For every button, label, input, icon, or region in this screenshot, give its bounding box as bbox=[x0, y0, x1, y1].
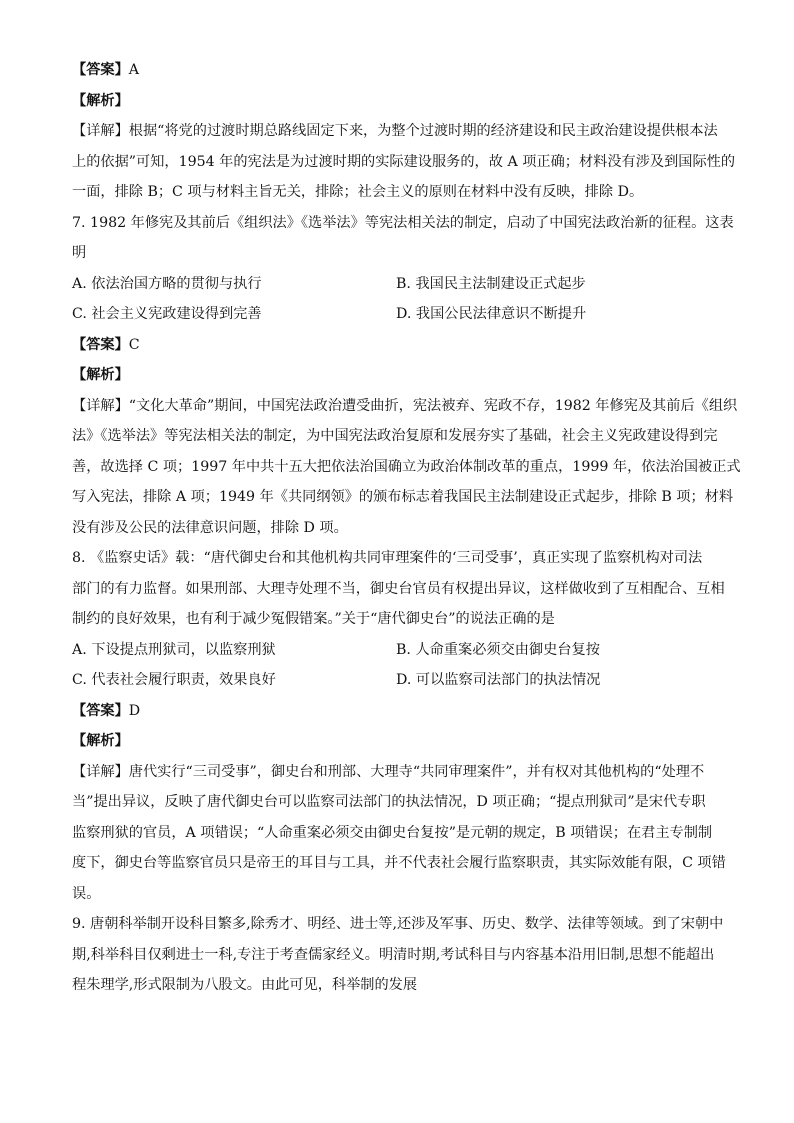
detail-line: 误。 bbox=[72, 885, 101, 902]
detail-line: 一面，排除 B；C 项与材料主旨无关，排除；社会主义的原则在材料中没有反映，排除 D。 bbox=[72, 184, 644, 200]
option-c: C. 代表社会履行职责，效果良好 bbox=[72, 672, 276, 688]
option-d: D. 可以监察司法部门的执法情况 bbox=[396, 672, 601, 688]
stem-line: 期,科举科目仅剩进士一科,专注于考查儒家经义。明清时期,考试科目与内容基本沿用旧制,思想不能超出 bbox=[72, 946, 715, 963]
option-b: B. 我国民主法制建设正式起步 bbox=[396, 275, 586, 292]
option-a: A. 依法治国方略的贯彻与执行 bbox=[72, 275, 262, 292]
q9-stem bbox=[72, 914, 722, 995]
answer-value: D bbox=[128, 702, 141, 719]
option-d: D. 我国公民法律意识不断提升 bbox=[396, 306, 587, 322]
q8-options-row-1 bbox=[72, 640, 722, 660]
answer-value: C bbox=[128, 336, 140, 353]
stem-line: 制约的良好效果，也有利于减少冤假错案。”关于“唐代御史台”的说法正确的是 bbox=[72, 611, 555, 627]
document-page bbox=[72, 60, 741, 1006]
detail-line: 度下，御史台等监察官员只是帝王的耳目与工具，并不代表社会履行监察职责，其实际效能有限，C 项错 bbox=[72, 855, 726, 871]
detail-line: 【详解】“文化大革命”期间，中国宪法政治遭受曲折，宪法被弃、宪政不存，1982 年修宪及其前后《组织 bbox=[72, 397, 738, 414]
q6-analysis-tag: 【解析】 bbox=[72, 92, 129, 109]
q8-options-row-2 bbox=[72, 670, 722, 690]
stem-line: 7. 1982 年修宪及其前后《组织法》《选举法》等宪法相关法的制定，启动了中国宪法政治新的征程。这表 bbox=[72, 214, 734, 231]
q7-answer bbox=[72, 335, 722, 355]
q8-answer bbox=[72, 701, 722, 721]
q7-options-row-1 bbox=[72, 274, 722, 294]
q6-answer bbox=[72, 60, 722, 80]
option-b: B. 人命重案必须交由御史台复按 bbox=[396, 641, 600, 658]
detail-line: 监察刑狱的官员，A 项错误；“人命重案必须交由御史台复按”是元朝的规定，B 项错误；在君主专制制 bbox=[72, 824, 713, 841]
stem-line: 程朱理学,形式限制为八股文。由此可见，科举制的发展 bbox=[72, 977, 418, 993]
option-a: A. 下设提点刑狱司，以监察刑狱 bbox=[72, 641, 276, 658]
q6-detail bbox=[72, 121, 736, 202]
detail-line: 没有涉及公民的法律意识问题，排除 D 项。 bbox=[72, 519, 348, 536]
answer-tag: 【答案】 bbox=[72, 336, 129, 353]
detail-line: 写入宪法，排除 A 项；1949 年《共同纲领》的颁布标志着我国民主法制建设正式起步，排除 B 项；材料 bbox=[72, 489, 734, 505]
detail-line: 善，故选择 C 项；1997 年中共十五大把依法治国确立为政治体制改革的重点，1999 年，依法治国被正式 bbox=[72, 458, 741, 475]
q7-detail bbox=[72, 396, 741, 538]
stem-line: 9. 唐朝科举制开设科目繁多,除秀才、明经、进士等,还涉及军事、历史、数学、法律等领域。到了宋朝中 bbox=[72, 916, 724, 932]
detail-line: 【详解】唐代实行“三司受事”，御史台和刑部、大理寺“共同审理案件”，并有权对其他机构的“处理不 bbox=[72, 763, 705, 780]
stem-line: 明 bbox=[72, 245, 87, 261]
q8-analysis-tag: 【解析】 bbox=[72, 733, 129, 749]
detail-line: 法》《选举法》等宪法相关法的制定，为中国宪法政治复原和发展夯实了基础，社会主义宪政建设得到完 bbox=[72, 428, 718, 444]
answer-tag: 【答案】 bbox=[72, 702, 129, 719]
detail-line: 当”提出异议，反映了唐代御史台可以监察司法部门的执法情况，D 项正确；“提点刑狱司”是宋代专职 bbox=[72, 794, 706, 810]
detail-line: 上的依据”可知，1954 年的宪法是为过渡时期的实际建设服务的，故 A 项正确；材料没有涉及到国际性的 bbox=[72, 153, 736, 170]
answer-tag: 【答案】 bbox=[72, 62, 129, 78]
option-c: C. 社会主义宪政建设得到完善 bbox=[72, 306, 262, 322]
q7-stem bbox=[72, 213, 734, 264]
answer-value: A bbox=[128, 62, 140, 78]
q8-stem bbox=[72, 548, 725, 629]
q8-detail bbox=[72, 762, 726, 904]
q7-analysis-tag: 【解析】 bbox=[72, 367, 129, 383]
stem-line: 部门的有力监督。如果刑部、大理寺处理不当，御史台官员有权提出异议，这样做收到了互相配合、互相 bbox=[72, 580, 725, 597]
q7-options-row-2 bbox=[72, 304, 722, 324]
stem-line: 8. 《监察史话》载：“唐代御史台和其他机构共同审理案件的‘三司受事’，真正实现了监察机构对司法 bbox=[72, 550, 703, 566]
detail-line: 【详解】根据“将党的过渡时期总路线固定下来，为整个过渡时期的经济建设和民主政治建设提供根本法 bbox=[72, 123, 718, 139]
